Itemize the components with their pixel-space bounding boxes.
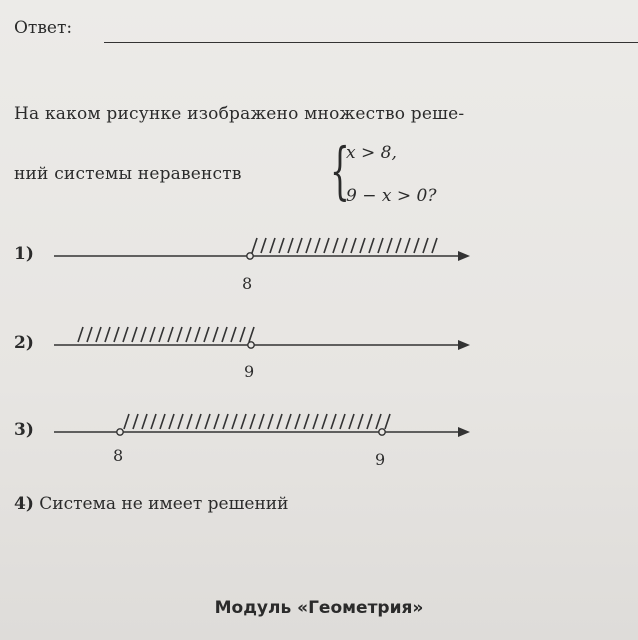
hatch-stroke (279, 238, 284, 253)
hatch-stroke (322, 414, 327, 429)
hatch-stroke (304, 414, 309, 429)
hatch-stroke (360, 238, 365, 253)
hatch-stroke (151, 414, 156, 429)
hatch-stroke (387, 238, 392, 253)
hatch-stroke (142, 414, 147, 429)
hatch-stroke (324, 238, 329, 253)
option-2-label: 2) (14, 333, 34, 353)
system-inequality-1: x > 8, (346, 143, 397, 163)
hatch-stroke (295, 414, 300, 429)
hatch-stroke (261, 238, 266, 253)
hatch-stroke (240, 327, 245, 342)
hatch-stroke (168, 327, 173, 342)
hatch-stroke (288, 238, 293, 253)
number-line-1 (54, 238, 470, 261)
number-line-3 (54, 414, 470, 437)
footer-module-title: Модуль «Геометрия» (214, 598, 424, 618)
hatch-stroke (214, 414, 219, 429)
hatch-stroke (195, 327, 200, 342)
option-3-label: 3) (14, 420, 34, 440)
hatch-stroke (252, 238, 257, 253)
hatch-stroke (259, 414, 264, 429)
hatch-stroke (132, 327, 137, 342)
hatch-stroke (169, 414, 174, 429)
hatch-stroke (133, 414, 138, 429)
hatch-stroke (405, 238, 410, 253)
hatch-stroke (187, 414, 192, 429)
option-3-tick-8: 8 (113, 446, 124, 465)
hatch-stroke (351, 238, 356, 253)
option-4-label: 4) (14, 494, 34, 514)
hatch-stroke (105, 327, 110, 342)
hatch-stroke (232, 414, 237, 429)
option-3-tick-9: 9 (375, 450, 386, 469)
hatch-stroke (378, 238, 383, 253)
option-4 (14, 494, 288, 514)
option-1-tick-8: 8 (242, 274, 253, 293)
hatch-stroke (160, 414, 165, 429)
option-2-tick-9: 9 (244, 362, 255, 381)
hatch-stroke (385, 414, 390, 429)
hatch-stroke (358, 414, 363, 429)
hatch-stroke (123, 327, 128, 342)
hatch-stroke (114, 327, 119, 342)
hatch-stroke (369, 238, 374, 253)
hatch-stroke (96, 327, 101, 342)
number-line-2 (54, 327, 470, 350)
hatch-stroke (297, 238, 302, 253)
open-point-9 (379, 429, 385, 435)
hatch-stroke (268, 414, 273, 429)
hatch-stroke (124, 414, 129, 429)
question-line-2: ний системы неравенств (14, 164, 242, 184)
hatch-stroke (333, 238, 338, 253)
open-point-8 (247, 253, 253, 259)
hatch-stroke (306, 238, 311, 253)
hatch-stroke (249, 327, 254, 342)
hatch-stroke (367, 414, 372, 429)
hatch-stroke (432, 238, 437, 253)
hatch-stroke (340, 414, 345, 429)
hatch-stroke (186, 327, 191, 342)
hatch-stroke (213, 327, 218, 342)
hatch-stroke (222, 327, 227, 342)
hatch-stroke (331, 414, 336, 429)
question-line-1: На каком рисунке изображено множество реше- (14, 104, 465, 124)
hatch-stroke (196, 414, 201, 429)
hatch-stroke (223, 414, 228, 429)
hatch-stroke (270, 238, 275, 253)
hatch-stroke (159, 327, 164, 342)
hatch-stroke (277, 414, 282, 429)
hatch-stroke (250, 414, 255, 429)
hatch-stroke (342, 238, 347, 253)
hatch-stroke (315, 238, 320, 253)
hatch-stroke (141, 327, 146, 342)
hatch-stroke (241, 414, 246, 429)
option-1-label: 1) (14, 244, 34, 264)
hatch-stroke (286, 414, 291, 429)
hatch-stroke (177, 327, 182, 342)
system-brace: { (330, 134, 350, 207)
open-point-9 (248, 342, 254, 348)
system-inequality-2: 9 − x > 0? (346, 186, 437, 206)
hatch-stroke (87, 327, 92, 342)
hatch-stroke (231, 327, 236, 342)
hatch-stroke (313, 414, 318, 429)
option-4-text: Система не имеет решений (39, 494, 289, 514)
hatch-stroke (414, 238, 419, 253)
hatch-stroke (349, 414, 354, 429)
open-point-8 (117, 429, 123, 435)
hatch-stroke (78, 327, 83, 342)
hatch-stroke (376, 414, 381, 429)
answer-label: Ответ: (14, 18, 73, 38)
hatch-stroke (204, 327, 209, 342)
hatch-stroke (178, 414, 183, 429)
hatch-stroke (396, 238, 401, 253)
hatch-stroke (423, 238, 428, 253)
hatch-stroke (150, 327, 155, 342)
hatch-stroke (205, 414, 210, 429)
